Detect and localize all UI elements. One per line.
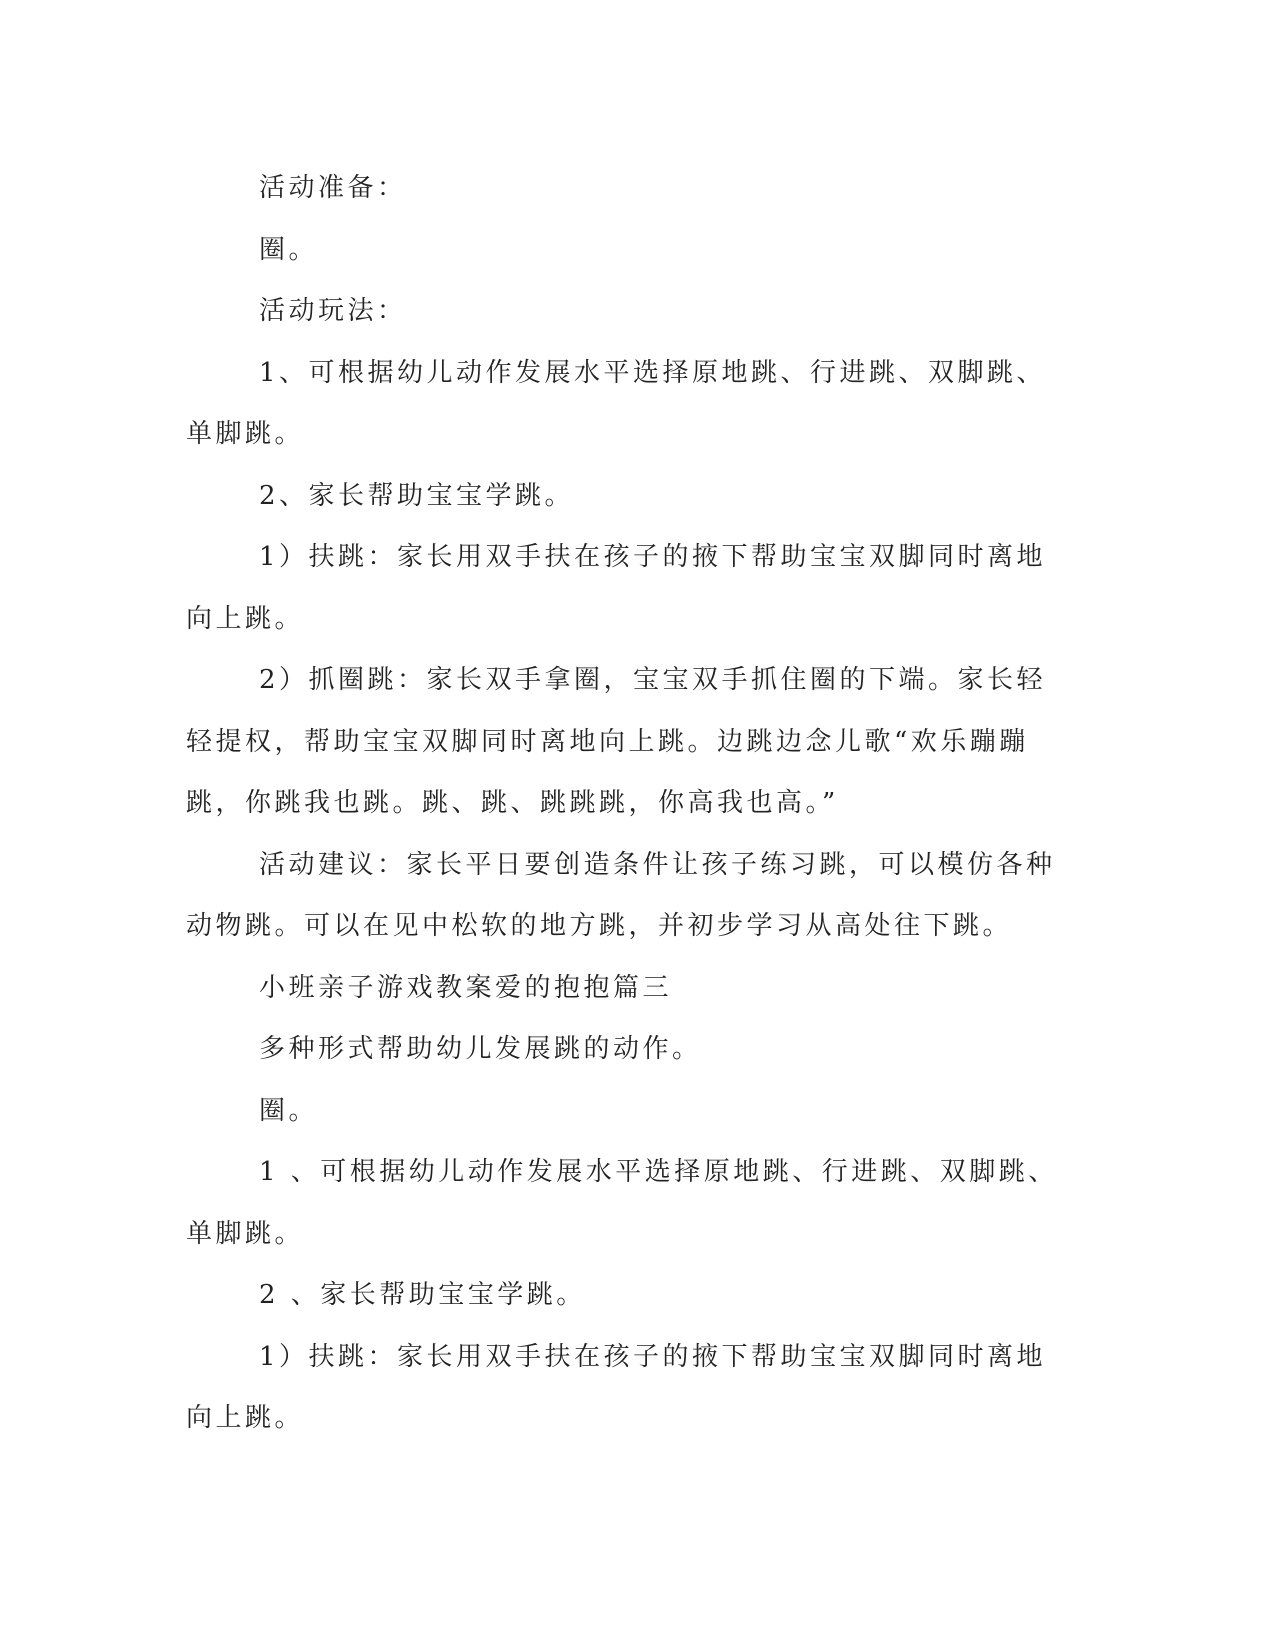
paragraph-hoop-jump: 2）抓圈跳：家长双手拿圈，宝宝双手抓住圈的下端。家长轻轻提权，帮助宝宝双脚同时离地向上跳。边跳边念儿歌“欢乐蹦蹦跳，你跳我也跳。跳、跳、跳跳跳，你高我也高。” — [186, 665, 1047, 818]
paragraph-activity-preparation: 活动准备： — [259, 173, 407, 203]
paragraph-activity-method: 活动玩法： — [259, 296, 407, 326]
paragraph-step-2: 2、家长帮助宝宝学跳。 — [259, 480, 575, 511]
section-heading-part-three: 小班亲子游戏教案爱的抱抱篇三 — [259, 972, 673, 1003]
paragraph-goal: 多种形式帮助幼儿发展跳的动作。 — [259, 1034, 702, 1064]
paragraph-hoop: 圈。 — [259, 234, 319, 265]
paragraph-step-1-repeat: 1 、可根据幼儿动作发展水平选择原地跳、行进跳、双脚跳、单脚跳。 — [186, 1157, 1058, 1249]
paragraph-hoop-2: 圈。 — [259, 1095, 319, 1126]
paragraph-step-2-repeat: 2 、家长帮助宝宝学跳。 — [259, 1280, 586, 1310]
paragraph-activity-suggestion: 活动建议：家长平日要创造条件让孩子练习跳，可以模仿各种动物跳。可以在见中松软的地方跳，并初步学习从高处往下跳。 — [186, 849, 1056, 941]
paragraph-step-1: 1、可根据幼儿动作发展水平选择原地跳、行进跳、双脚跳、单脚跳。 — [186, 357, 1047, 449]
paragraph-assisted-jump: 1）扶跳：家长用双手扶在孩子的掖下帮助宝宝双脚同时离地向上跳。 — [186, 542, 1047, 634]
document-body — [186, 158, 1062, 1450]
paragraph-assisted-jump-repeat: 1）扶跳：家长用双手扶在孩子的掖下帮助宝宝双脚同时离地向上跳。 — [186, 1341, 1047, 1433]
